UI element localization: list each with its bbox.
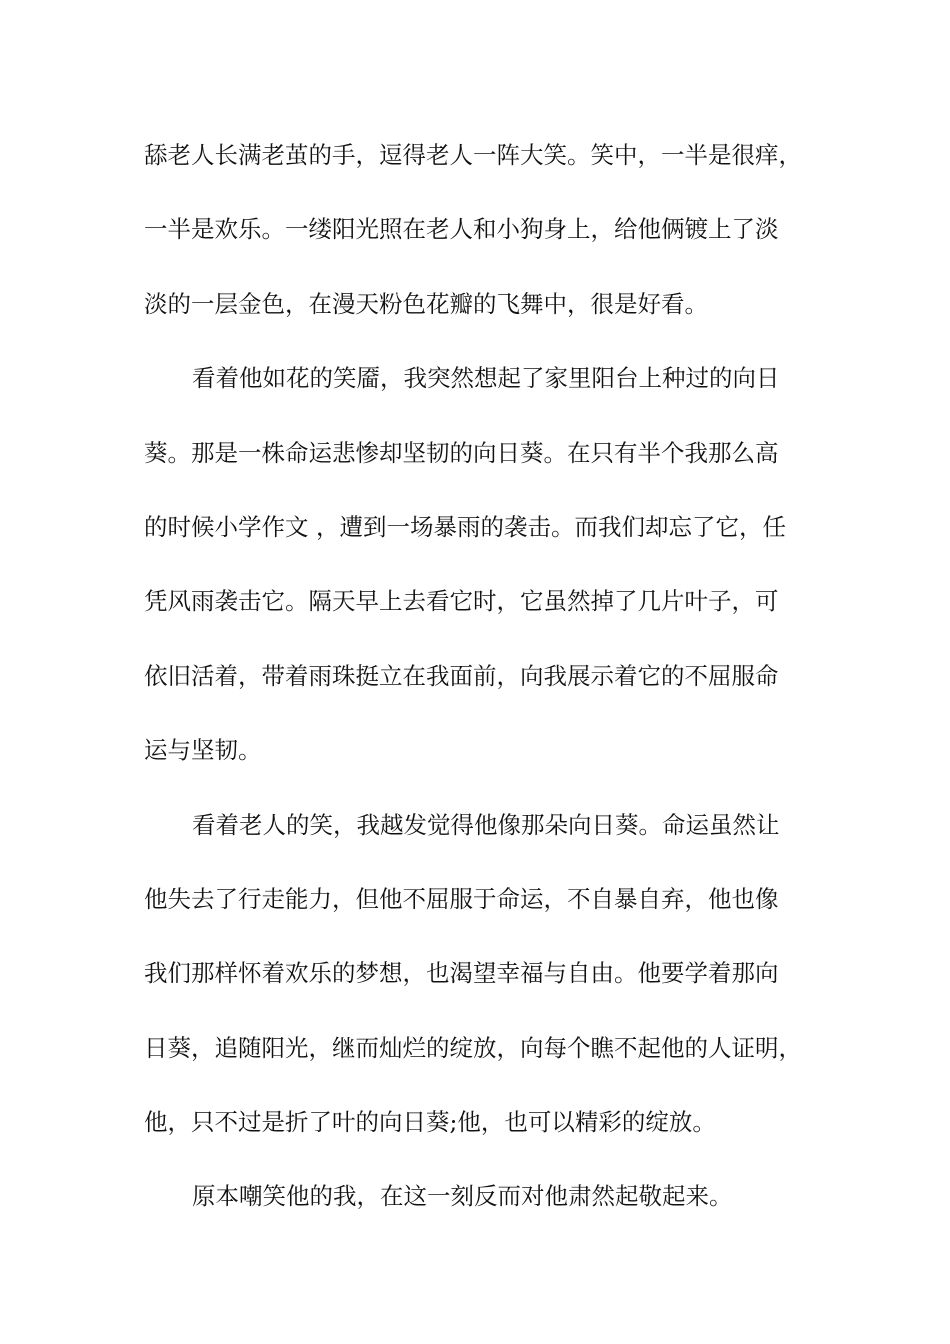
text-line: 依旧活着，带着雨珠挺立在我面前，向我展示着它的不屈服命: [144, 661, 779, 690]
text-line: 的时候小学作文 ，遭到一场暴雨的袭击。而我们却忘了它，任: [144, 512, 786, 541]
paragraph-first-line: 原本嘲笑他的我，在这一刻反而对他肃然起敬起来。: [192, 1182, 733, 1211]
text-line: 我们那样怀着欢乐的梦想，也渴望幸福与自由。他要学着那向: [144, 959, 779, 988]
text-line: 舔老人长满老茧的手，逗得老人一阵大笑。笑中，一半是很痒，: [144, 141, 802, 169]
paragraph-first-line: 看着他如花的笑靥，我突然想起了家里阳台上种过的向日: [192, 364, 780, 393]
text-line: 他，只不过是折了叶的向日葵;他，也可以精彩的绽放。: [144, 1108, 716, 1137]
text-line: 葵。那是一株命运悲惨却坚韧的向日葵。在只有半个我那么高: [144, 438, 779, 467]
text-line: 淡的一层金色，在漫天粉色花瓣的飞舞中，很是好看。: [144, 289, 708, 318]
text-line: 凭风雨袭击它。隔天早上去看它时，它虽然掉了几片叶子，可: [144, 587, 779, 616]
paragraph-first-line: 看着老人的笑，我越发觉得他像那朵向日葵。命运虽然让: [192, 810, 780, 839]
body-text: [144, 132, 834, 1248]
text-line: 一半是欢乐。一缕阳光照在老人和小狗身上，给他俩镀上了淡: [144, 215, 779, 244]
text-line: 运与坚韧。: [144, 736, 262, 765]
text-line: 他失去了行走能力，但他不屈服于命运，不自暴自弃，他也像: [144, 884, 779, 913]
text-line: 日葵，追随阳光，继而灿烂的绽放，向每个瞧不起他的人证明，: [144, 1033, 802, 1062]
